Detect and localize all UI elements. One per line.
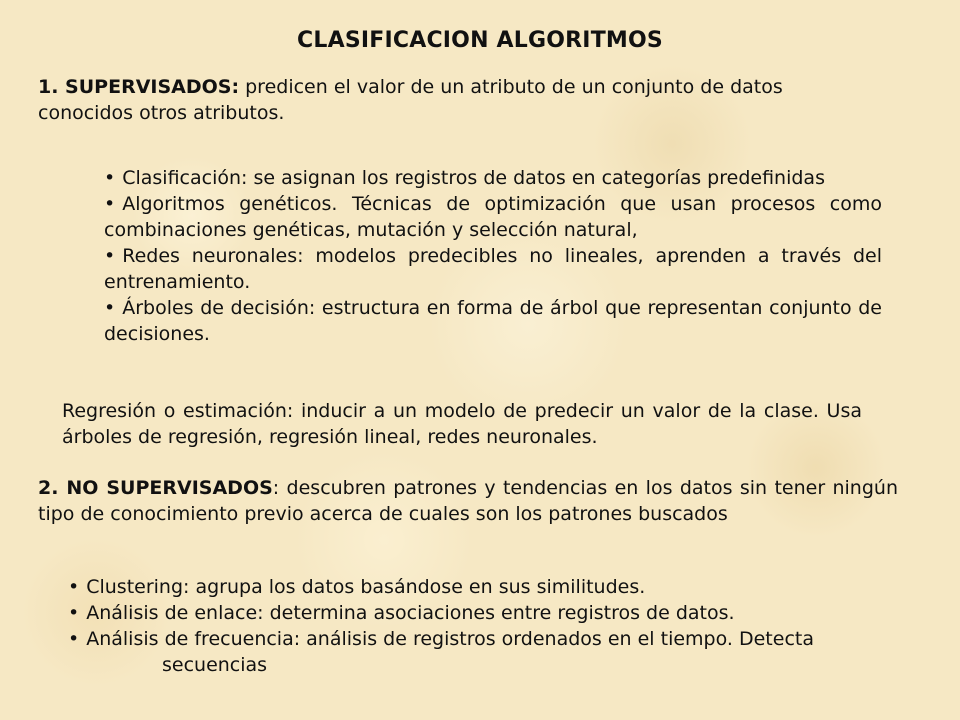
supervised-heading: 1. SUPERVISADOS: — [38, 76, 240, 98]
list-item-frequency-analysis — [68, 626, 918, 678]
slide-title: CLASIFICACION ALGORITMOS — [297, 28, 663, 53]
unsupervised-heading: 2. NO SUPERVISADOS — [38, 477, 273, 499]
unsupervised-section-intro — [38, 475, 898, 527]
list-item-clustering: • Clustering: agrupa los datos basándose en sus similitudes. — [68, 574, 918, 600]
supervised-section-intro — [38, 74, 838, 126]
supervised-methods-list — [104, 165, 882, 347]
unsupervised-methods-list — [68, 574, 918, 678]
frequency-analysis-continuation: secuencias — [162, 654, 268, 676]
list-item-classification: • Clasificación: se asignan los registros de datos en categorías predefinidas — [104, 165, 882, 191]
regression-paragraph: Regresión o estimación: inducir a un modelo de predecir un valor de la clase. Usa árboles de regresión, regresión lineal, redes neuronales. — [62, 400, 862, 448]
unsupervised-description: : descubren patrones y tendencias en los datos sin tener ningún tipo de conocimiento previo acerca de cuales son los patrones buscados — [38, 477, 898, 525]
list-item-decision-trees: • Árboles de decisión: estructura en forma de árbol que representan conjunto de decisiones. — [104, 295, 882, 347]
list-item-link-analysis: • Análisis de enlace: determina asociaciones entre registros de datos. — [68, 600, 918, 626]
list-item-genetic-algorithms: • Algoritmos genéticos. Técnicas de optimización que usan procesos como combinaciones genéticas, mutación y selección natural, — [104, 191, 882, 243]
list-item-neural-networks: • Redes neuronales: modelos predecibles no lineales, aprenden a través del entrenamiento. — [104, 243, 882, 295]
supervised-description: predicen el valor de un atributo de un conjunto de datos conocidos otros atributos. — [38, 76, 783, 124]
frequency-analysis-text: Análisis de frecuencia: análisis de registros ordenados en el tiempo. Detecta — [86, 628, 814, 650]
